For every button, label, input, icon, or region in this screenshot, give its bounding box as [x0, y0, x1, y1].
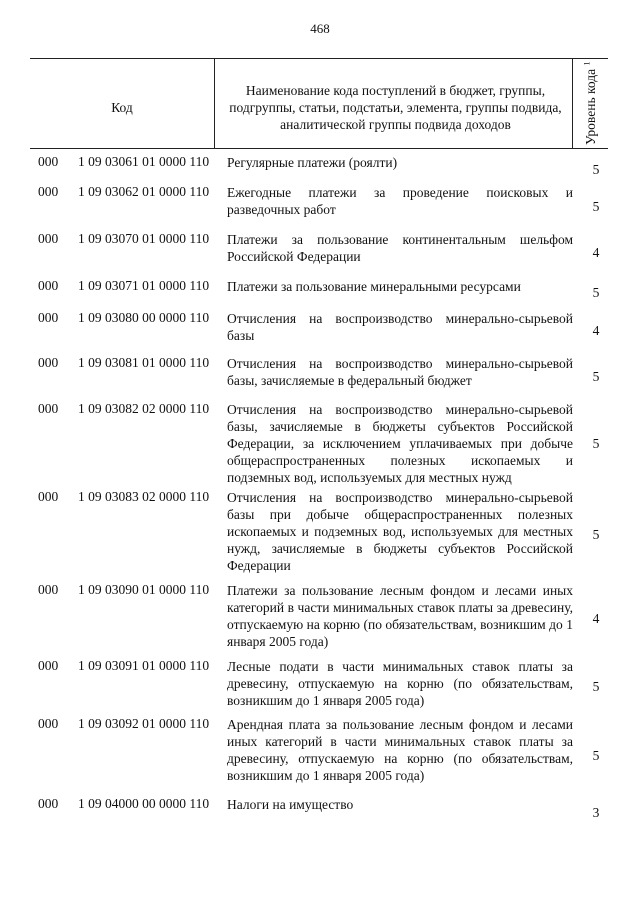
- row-prefix: 000: [38, 184, 59, 199]
- row-level: 5: [592, 436, 600, 451]
- row-name: Отчисления на воспроизводство минерально-сырьевой базы при добыче общераспространенных полезных ископаемых и подземных вод, используемых для местных нужд, зачисляемые в бюджеты субъектов Российской Федерации: [227, 490, 573, 573]
- row-prefix: 000: [38, 154, 59, 169]
- row-level: 4: [592, 323, 600, 338]
- row-prefix: 000: [38, 658, 59, 673]
- row-code: 1 09 03071 01 0000 110: [78, 278, 210, 293]
- header-code: Код: [30, 59, 215, 148]
- header-name: Наименование кода поступлений в бюджет, группы, подгруппы, статьи, подстатьи, элемента, группы подвида, аналитической группы подвида доходов: [215, 59, 573, 148]
- row-name: Налоги на имущество: [227, 797, 354, 812]
- row-name: Отчисления на воспроизводство минерально-сырьевой базы, зачисляемые в федеральный бюджет: [227, 356, 573, 388]
- row-name: Арендная плата за пользование лесным фондом и лесами иных категорий в части минимальных ставок платы за древесину, отпускаемую на корню (по обязательствам, возникшим до 1 января 2005 года): [227, 717, 573, 783]
- row-prefix: 000: [38, 796, 59, 811]
- row-prefix: 000: [38, 582, 59, 597]
- row-code: 1 09 03081 01 0000 110: [78, 355, 210, 370]
- row-code: 1 09 03062 01 0000 110: [78, 184, 210, 199]
- row-prefix: 000: [38, 310, 59, 325]
- row-prefix: 000: [38, 278, 59, 293]
- row-name: Регулярные платежи (роялти): [227, 155, 398, 170]
- row-level: 5: [592, 748, 600, 763]
- header-level-footnote: 1: [582, 61, 592, 66]
- row-name: Отчисления на воспроизводство минерально-сырьевой базы: [227, 311, 573, 343]
- row-name: Лесные подати в части минимальных ставок платы за древесину, отпускаемую на корню (по обязательствам, возникшим до 1 января 2005 года): [227, 659, 573, 708]
- row-code: 1 09 03083 02 0000 110: [78, 489, 210, 504]
- row-code: 1 09 03070 01 0000 110: [78, 231, 210, 246]
- row-code: 1 09 03080 00 0000 110: [78, 310, 210, 325]
- row-name: Отчисления на воспроизводство минерально-сырьевой базы, зачисляемые в бюджеты субъектов Российской Федерации, за исключением уплачиваемых при добыче общераспространенных полезных ископаемых и подземных вод, используемых для местных нужд: [227, 402, 573, 485]
- row-level: 5: [592, 199, 600, 214]
- row-level: 5: [592, 285, 600, 300]
- row-code: 1 09 03091 01 0000 110: [78, 658, 210, 673]
- row-level: 4: [592, 245, 600, 260]
- row-level: 5: [592, 369, 600, 384]
- row-name: Платежи за пользование минеральными ресурсами: [227, 279, 521, 294]
- row-level: 5: [592, 527, 600, 542]
- row-level: 5: [592, 679, 600, 694]
- row-prefix: 000: [38, 231, 59, 246]
- row-name: Платежи за пользование лесным фондом и лесами иных категорий в части минимальных ставок платы за древесину, отпускаемую на корню (по обязательствам, возникшим до 1 января 2005 года): [227, 583, 573, 649]
- row-code: 1 09 03082 02 0000 110: [78, 401, 210, 416]
- header-level-label: Уровень кода: [582, 69, 598, 146]
- row-code: 1 09 03061 01 0000 110: [78, 154, 210, 169]
- row-level: 5: [592, 162, 600, 177]
- row-level: 4: [592, 611, 600, 626]
- row-code: 1 09 03092 01 0000 110: [78, 716, 210, 731]
- row-code: 1 09 04000 00 0000 110: [78, 796, 210, 811]
- row-prefix: 000: [38, 355, 59, 370]
- row-prefix: 000: [38, 401, 59, 416]
- row-prefix: 000: [38, 489, 59, 504]
- row-name: Платежи за пользование континентальным шельфом Российской Федерации: [227, 232, 573, 264]
- row-name: Ежегодные платежи за проведение поисковых и разведочных работ: [227, 185, 573, 217]
- page-number: 468: [310, 21, 330, 36]
- row-code: 1 09 03090 01 0000 110: [78, 582, 210, 597]
- row-level: 3: [592, 805, 600, 820]
- row-prefix: 000: [38, 716, 59, 731]
